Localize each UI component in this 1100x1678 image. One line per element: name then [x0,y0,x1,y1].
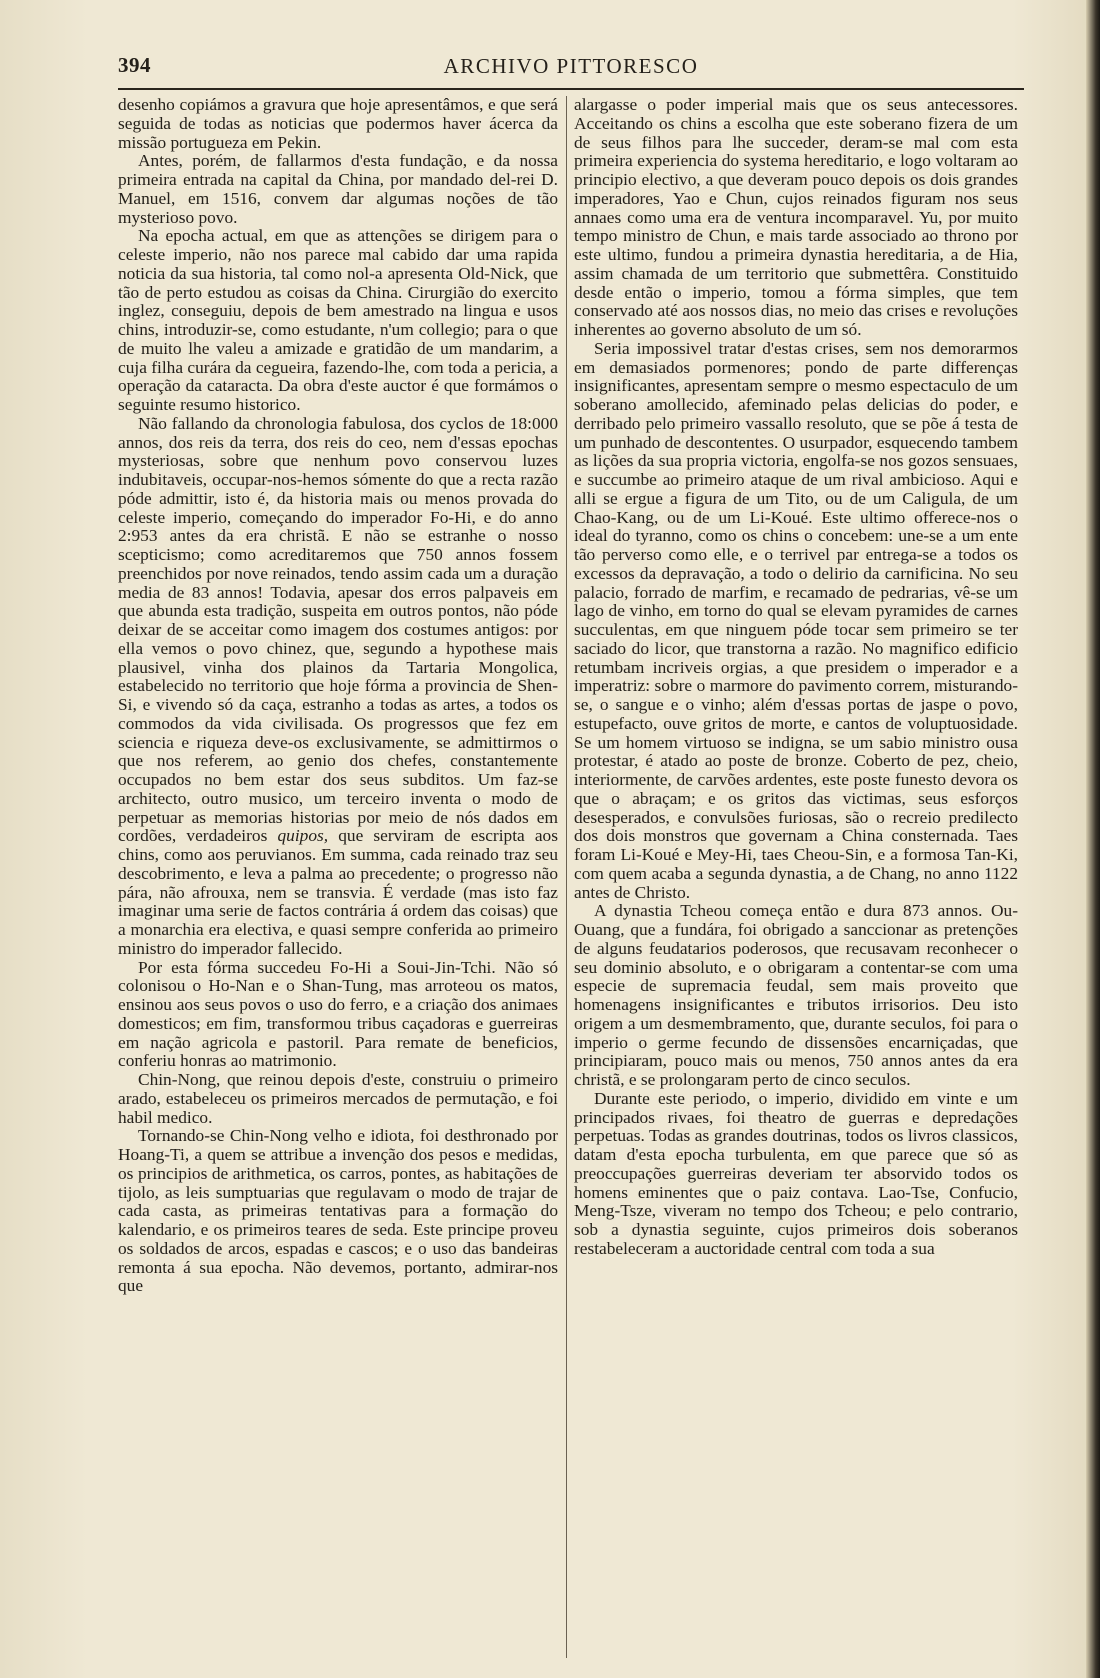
paragraph: Seria impossivel tratar d'estas crises, sem nos demorarmos em demasiados pormenores; pondo de parte differenças insignificantes, apresentam sempre o mesmo espectaculo de um soberano amollecido, afeminado pelas delicias do poder, e derribado pelo primeiro vassallo resoluto, que se põe á testa de um punhado de descontentes. O usurpador, esquecendo tambem as lições da sua propria victoria, engolfa-se nos gozos sensuaes, e succumbe ao primeiro ataque de um rival ambicioso. Aqui e alli se ergue a figura de um Tito, ou de um Caligula, de um Chao-Kang, ou de um Li-Koué. Este ultimo offerece-nos o ideal do tyranno, como os chins o concebem: une-se a um ente tão perverso como elle, e o terrivel par entrega-se a todos os excessos da depravação, a todo o delirio da carnificina. No seu palacio, forrado de marfim, e recamado de pedrarias, vê-se um lago de vinho, em torno do qual se elevam pyramides de carnes succulentas, em que ninguem póde tocar sem primeiro se ter saciado do licor, que transtorna a razão. No magnifico edificio retumbam incriveis orgias, a que presidem o imperador e a imperatriz: sobre o marmore do pavimento correm, misturando-se, o sangue e o vinho; além d'essas portas de jaspe o povo, estupefacto, ouve gritos de morte, e cantos de voluptuosidade. Se um homem virtuoso se indigna, se um sabio ministro ousa protestar, é atado ao poste de bronze. Coberto de pez, cheio, interiormente, de carvões ardentes, este poste funesto devora os que o abraçam; e os gritos das victimas, seus esforços desesperados, e convulsões furiosas, são o recreio predilecto dos dois monstros que governam a China consternada. Taes foram Li-Koué e Mey-Hi, taes Cheou-Sin, e a formosa Tan-Ki, com quem acaba a segunda dynastia, a de Chang, no anno 1122 antes de Christo. [574,338,1018,902]
paragraph-text: que serviram de escripta aos chins, como aos peruvianos. Em summa, cada reinado traz seu descobrimento, e leva a palma ao precedente; o progresso não pára, não afrouxa, nem se transvia. É verdade (mas isto faz imaginar uma serie de factos contrária á ordem das coisas) que a monarchia era electiva, e quasi sempre conferida ao primeiro ministro do imperador fallecido. [118,826,558,958]
running-title: ARCHIVO PITTORESCO [443,54,699,78]
paragraph: Na epocha actual, em que as attenções se dirigem para o celeste imperio, não nos parece mal cabido dar uma rapida noticia da sua historia, tal como nol-a apresenta Old-Nick, que tão de perto estudou as coisas da China. Cirurgião do exercito inglez, conseguiu, depois de bem amestrado na lingua e usos chins, introduzir-se, como estudante, n'um collegio; para o que de muito lhe valeu a amizade e gratidão de um mandarim, a cuja filha curára da cegueira, fazendo-lhe, com toda a pericia, a operação da cataracta. Da obra d'este auctor é que formámos o seguinte resumo historico. [118,226,558,414]
paragraph: Antes, porém, de fallarmos d'esta fundação, e da nossa primeira entrada na capital da China, por mandado del-rei D. Manuel, em 1516, convem dar algumas noções de tão mysterioso povo. [118,151,558,227]
paragraph: Chin-Nong, que reinou depois d'este, construiu o primeiro arado, estabeleceu os primeiros mercados de permutação, e foi habil medico. [118,1070,558,1127]
paragraph: alargasse o poder imperial mais que os seus antecessores. Acceitando os chins a escolha que este soberano fizera de um de seus filhos para lhe succeder, deram-se mal com esta primeira experiencia do systema hereditario, e logo voltaram ao principio electivo, a que deveram pouco depois os dois grandes imperadores, Yao e Chun, cujos reinados figuram nos seus annaes como uma era de ventura incomparavel. Yu, por muito tempo ministro de Chun, e mais tarde associado ao throno por este ultimo, fundou a primeira dynastia hereditaria, a de Hia, assim chamada de um territorio que submettêra. Constituido desde então o imperio, tomou a fórma simples, que tem conservado até aos nossos dias, no meio das crises e revoluções inherentes ao governo absoluto de um só. [574,95,1018,339]
header-rule [118,88,1024,90]
paragraph-text: Não fallando da chronologia fabulosa, dos cyclos de 18:000 annos, dos reis da terra, dos reis do ceo, nem d'essas epochas mysteriosas, sobre que nenhum povo conservou luzes indubitaveis, occupar-nos-hemos sómente do que a recta razão póde admittir, isto é, da historia mais ou menos provada do celeste imperio, começando do imperador Fo-Hi, e do anno 2:953 antes da era christã. E não se estranhe o nosso scepticismo; como acreditaremos que 750 annos fossem preenchidos por nove reinados, tendo assim cada um a duração media de 83 annos! Todavia, apesar dos erros palpaveis em que abunda esta tradição, suspeita em outros pontos, não póde deixar de se acceitar como imagem dos costumes antigos: por ella vemos o povo chinez, que, segundo a hypothese mais plausivel, vinha dos plainos da Tartaria Mongolica, estabelecido no territorio que hoje fórma a provincia de Shen-Si, e vivendo só da caça, estranho a todas as artes, a todos os commodos da vida civilisada. Os progressos que fez em sciencia e riqueza deve-os exclusivamente, se admittirmos o que nos referem, ao genio dos chefes, constantemente occupados no bem estar dos seus subditos. Um faz-se architecto, outro musico, um terceiro inventa o modo de perpetuar as memorias historias por meio de nós dados em cordões, verdadeiros [118,413,558,846]
paragraph: Por esta fórma succedeu Fo-Hi a Soui-Jin-Tchi. Não só colonisou o Ho-Nan e o Shan-Tung, mas arroteou os matos, ensinou aos seus povos o uso do ferro, e a criação dos animaes domesticos; em fim, transformou tribus caçadoras e guerreiras em nação agricola e pastoril. Para remate de beneficios, conferiu honras ao matrimonio. [118,957,558,1071]
page-edge-shadow [1086,0,1100,1678]
page-number: 394 [118,53,151,77]
paragraph: Tornando-se Chin-Nong velho e idiota, foi desthronado por Hoang-Ti, a quem se attribue a invenção dos pesos e medidas, os principios de arithmetica, os carros, pontes, as habitações de tijolo, as leis sumptuarias que regulavam o modo de trajar de cada casta, as primeiras tentativas para a formação do kalendario, e os primeiros teares de seda. Este principe proveu os soldados de arcos, espadas e cascos; e o uso das bandeiras remonta á sua epocha. Não devemos, portanto, admirar-nos que [118,1126,558,1296]
paragraph: desenho copiámos a gravura que hoje apresentâmos, e que será seguida de todas as noticias que podermos haver ácerca da missão portugueza em Pekin. [118,95,558,152]
right-column [574,96,1018,1662]
left-column [118,96,558,1662]
paragraph [118,415,558,959]
italic-term: quipos, [277,826,329,846]
paragraph: Durante este periodo, o imperio, dividido em vinte e um principados rivaes, foi theatro de guerras e depredações perpetuas. Todas as grandes doutrinas, todos os livros classicos, datam d'esta epocha turbulenta, em que parece que só as preoccupações guerreiras deveriam ter absorvido todos os homens eminentes que o paiz contava. Lao-Tse, Confucio, Meng-Tsze, viveram no tempo dos Tcheou; e pelo contrario, sob a dynastia seguinte, cujos primeiros dois soberanos restabeleceram a auctoridade central com toda a sua [574,1088,1018,1258]
paragraph: A dynastia Tcheou começa então e dura 873 annos. Ou-Ouang, que a fundára, foi obrigado a sanccionar as pretenções de alguns feudatarios poderosos, que recusavam reconhecer o seu dominio absoluto, e o obrigaram a contentar-se com uma especie de supremacia feudal, sem mais proveito que homenagens insignificantes e tributos irrisorios. Deu isto origem a um desmembramento, que, durante seculos, foi para o imperio o germe fecundo de dissensões encarniçadas, que principiaram, pouco mais ou menos, 750 annos antes da era christã, e se prolongaram perto de cinco seculos. [574,901,1018,1089]
column-divider [566,96,567,1658]
page-header [118,50,1024,86]
